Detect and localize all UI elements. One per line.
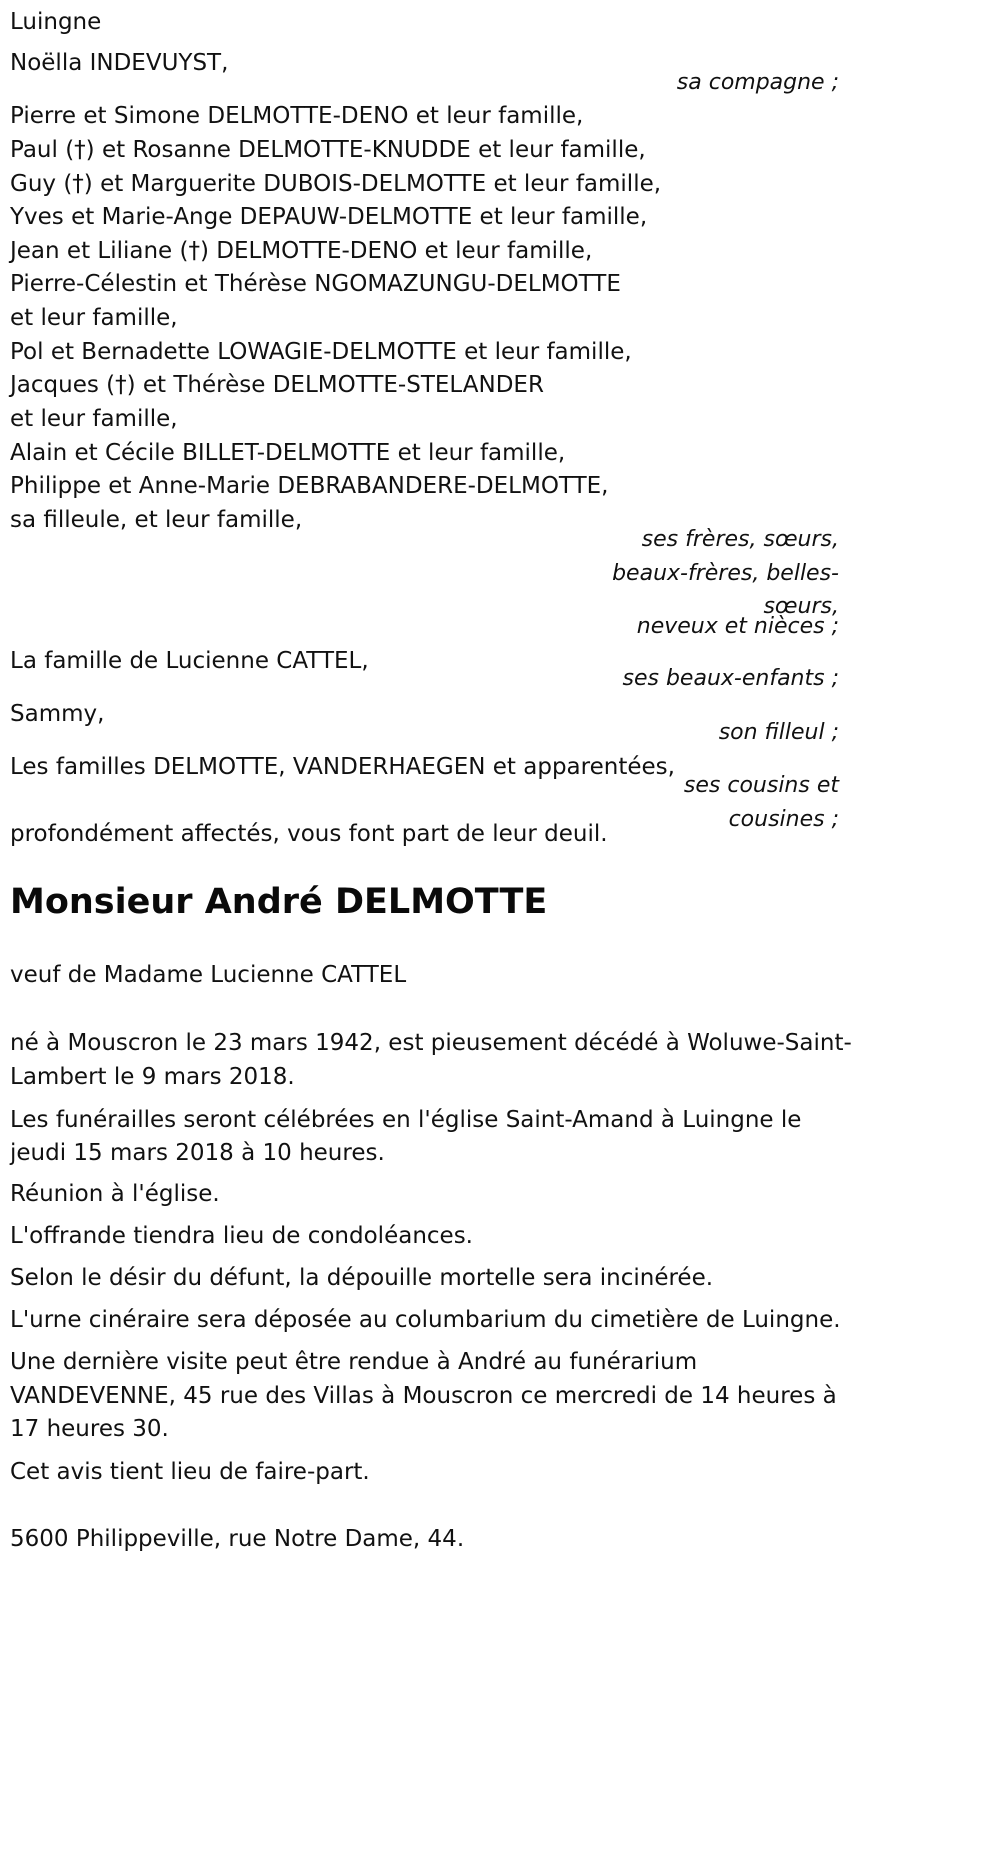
- body-line: Lambert le 9 mars 2018.: [10, 1064, 295, 1090]
- obituary-notice: [10, 0, 1000, 1860]
- widower-line: veuf de Madame Lucienne CATTEL: [10, 962, 407, 988]
- family-line: et leur famille,: [10, 406, 178, 432]
- family-line: La famille de Lucienne CATTEL,: [10, 648, 369, 674]
- family-line: Sammy,: [10, 701, 105, 727]
- relation-label: ses frères, sœurs,: [641, 527, 839, 552]
- family-line: Pol et Bernadette LOWAGIE-DELMOTTE et leur famille,: [10, 339, 632, 365]
- relation-label: ses beaux-enfants ;: [622, 666, 839, 691]
- family-line: Yves et Marie-Ange DEPAUW-DELMOTTE et leur famille,: [10, 204, 648, 230]
- relation-label: cousines ;: [728, 807, 839, 832]
- body-line: L'offrande tiendra lieu de condoléances.: [10, 1223, 473, 1249]
- family-line: Paul (†) et Rosanne DELMOTTE-KNUDDE et leur famille,: [10, 137, 646, 163]
- place-heading: Luingne: [10, 9, 102, 35]
- family-line: Noëlla INDEVUYST,: [10, 50, 229, 76]
- family-line: profondément affectés, vous font part de leur deuil.: [10, 821, 608, 847]
- relation-label: sa compagne ;: [676, 70, 839, 95]
- family-line: Pierre-Célestin et Thérèse NGOMAZUNGU-DELMOTTE: [10, 271, 621, 297]
- body-line: VANDEVENNE, 45 rue des Villas à Mouscron ce mercredi de 14 heures à: [10, 1383, 837, 1409]
- address-line: 5600 Philippeville, rue Notre Dame, 44.: [10, 1526, 465, 1552]
- relation-label: neveux et nièces ;: [636, 614, 839, 639]
- family-line: Jacques (†) et Thérèse DELMOTTE-STELANDER: [10, 372, 544, 398]
- family-line: Alain et Cécile BILLET-DELMOTTE et leur famille,: [10, 440, 566, 466]
- family-line: Philippe et Anne-Marie DEBRABANDERE-DELMOTTE,: [10, 473, 609, 499]
- family-line: Guy (†) et Marguerite DUBOIS-DELMOTTE et leur famille,: [10, 171, 662, 197]
- body-line: Cet avis tient lieu de faire-part.: [10, 1459, 370, 1485]
- relation-label: sœurs,: [763, 594, 839, 619]
- body-line: 17 heures 30.: [10, 1416, 169, 1442]
- body-line: Réunion à l'église.: [10, 1181, 220, 1207]
- deceased-name: Monsieur André DELMOTTE: [10, 882, 548, 922]
- body-line: Selon le désir du défunt, la dépouille mortelle sera incinérée.: [10, 1265, 714, 1291]
- body-line: Une dernière visite peut être rendue à André au funérarium: [10, 1349, 698, 1375]
- body-line: Les funérailles seront célébrées en l'église Saint-Amand à Luingne le: [10, 1107, 802, 1133]
- relation-label: beaux-frères, belles-: [612, 561, 839, 586]
- body-line: jeudi 15 mars 2018 à 10 heures.: [10, 1140, 385, 1166]
- family-line: Pierre et Simone DELMOTTE-DENO et leur famille,: [10, 103, 584, 129]
- relation-label: son filleul ;: [718, 720, 839, 745]
- family-line: Jean et Liliane (†) DELMOTTE-DENO et leur famille,: [10, 238, 593, 264]
- family-line: et leur famille,: [10, 305, 178, 331]
- family-line: sa filleule, et leur famille,: [10, 507, 303, 533]
- family-line: Les familles DELMOTTE, VANDERHAEGEN et apparentées,: [10, 754, 675, 780]
- body-line: L'urne cinéraire sera déposée au columbarium du cimetière de Luingne.: [10, 1307, 841, 1333]
- relation-label: ses cousins et: [683, 773, 839, 798]
- body-line: né à Mouscron le 23 mars 1942, est pieusement décédé à Woluwe-Saint-: [10, 1030, 852, 1056]
